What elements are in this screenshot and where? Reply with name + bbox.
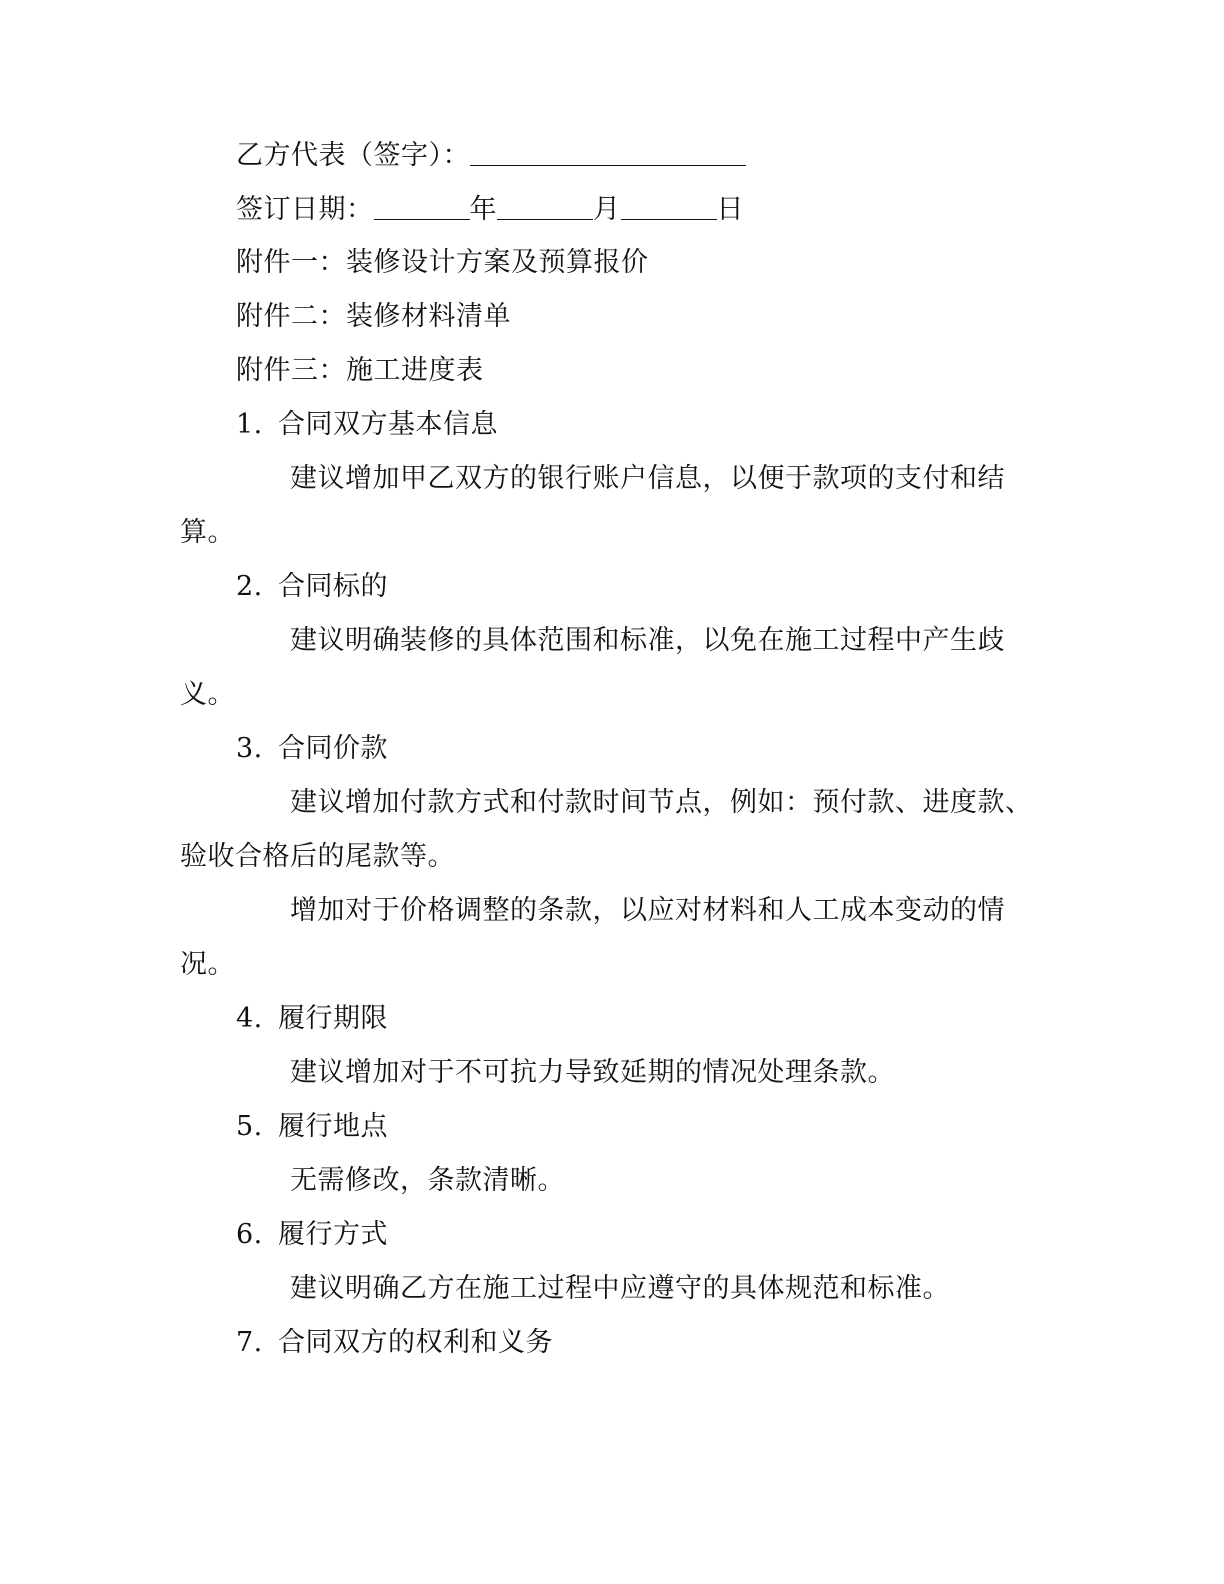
paragraph-1-line-1: 建议增加甲乙双方的银行账户信息，以便于款项的支付和结 — [290, 463, 1005, 494]
paragraph-5: 无需修改，条款清晰。 — [290, 1165, 565, 1196]
day-label: 日 — [716, 194, 744, 225]
day-blank[interactable] — [621, 191, 717, 220]
paragraph-1-line-2: 算。 — [180, 517, 235, 548]
section-heading-4 — [236, 999, 388, 1039]
section-title: 合同双方的权利和义务 — [278, 1327, 553, 1358]
section-heading-2 — [236, 567, 388, 607]
party-b-signature-line — [236, 136, 746, 176]
section-heading-7 — [236, 1323, 553, 1363]
section-heading-6 — [236, 1215, 388, 1255]
section-number: 6. — [236, 1219, 263, 1250]
paragraph-6: 建议明确乙方在施工过程中应遵守的具体规范和标准。 — [290, 1273, 950, 1304]
section-title: 履行地点 — [278, 1111, 388, 1142]
paragraph-3-line-2: 验收合格后的尾款等。 — [180, 841, 455, 872]
section-title: 履行方式 — [278, 1219, 388, 1250]
month-blank[interactable] — [497, 191, 593, 220]
party-b-signature-label: 乙方代表（签字）： — [236, 140, 470, 171]
section-title: 合同标的 — [278, 571, 388, 602]
section-heading-5 — [236, 1107, 388, 1147]
year-label: 年 — [469, 194, 497, 225]
year-blank[interactable] — [374, 191, 470, 220]
paragraph-3-line-3: 增加对于价格调整的条款，以应对材料和人工成本变动的情 — [290, 895, 1005, 926]
section-title: 履行期限 — [278, 1003, 388, 1034]
section-number: 4. — [236, 1003, 263, 1034]
section-heading-3 — [236, 729, 388, 769]
section-number: 5. — [236, 1111, 263, 1142]
paragraph-4: 建议增加对于不可抗力导致延期的情况处理条款。 — [290, 1057, 895, 1088]
section-title: 合同双方基本信息 — [278, 409, 498, 440]
paragraph-2-line-1: 建议明确装修的具体范围和标准，以免在施工过程中产生歧 — [290, 625, 1005, 656]
section-title: 合同价款 — [278, 733, 388, 764]
attachment-1: 附件一：装修设计方案及预算报价 — [236, 247, 649, 278]
section-heading-1 — [236, 405, 498, 445]
paragraph-3-line-1: 建议增加付款方式和付款时间节点，例如：预付款、进度款、 — [290, 787, 1033, 818]
attachment-2: 附件二：装修材料清单 — [236, 301, 511, 332]
section-number: 1. — [236, 409, 263, 440]
section-number: 3. — [236, 733, 263, 764]
section-number: 7. — [236, 1327, 263, 1358]
signing-date-label: 签订日期： — [236, 194, 374, 225]
month-label: 月 — [593, 194, 621, 225]
paragraph-2-line-2: 义。 — [180, 679, 235, 710]
section-number: 2. — [236, 571, 263, 602]
signature-blank[interactable] — [470, 137, 746, 166]
signing-date-line — [236, 190, 744, 230]
paragraph-3-line-4: 况。 — [180, 949, 235, 980]
attachment-3: 附件三：施工进度表 — [236, 355, 484, 386]
